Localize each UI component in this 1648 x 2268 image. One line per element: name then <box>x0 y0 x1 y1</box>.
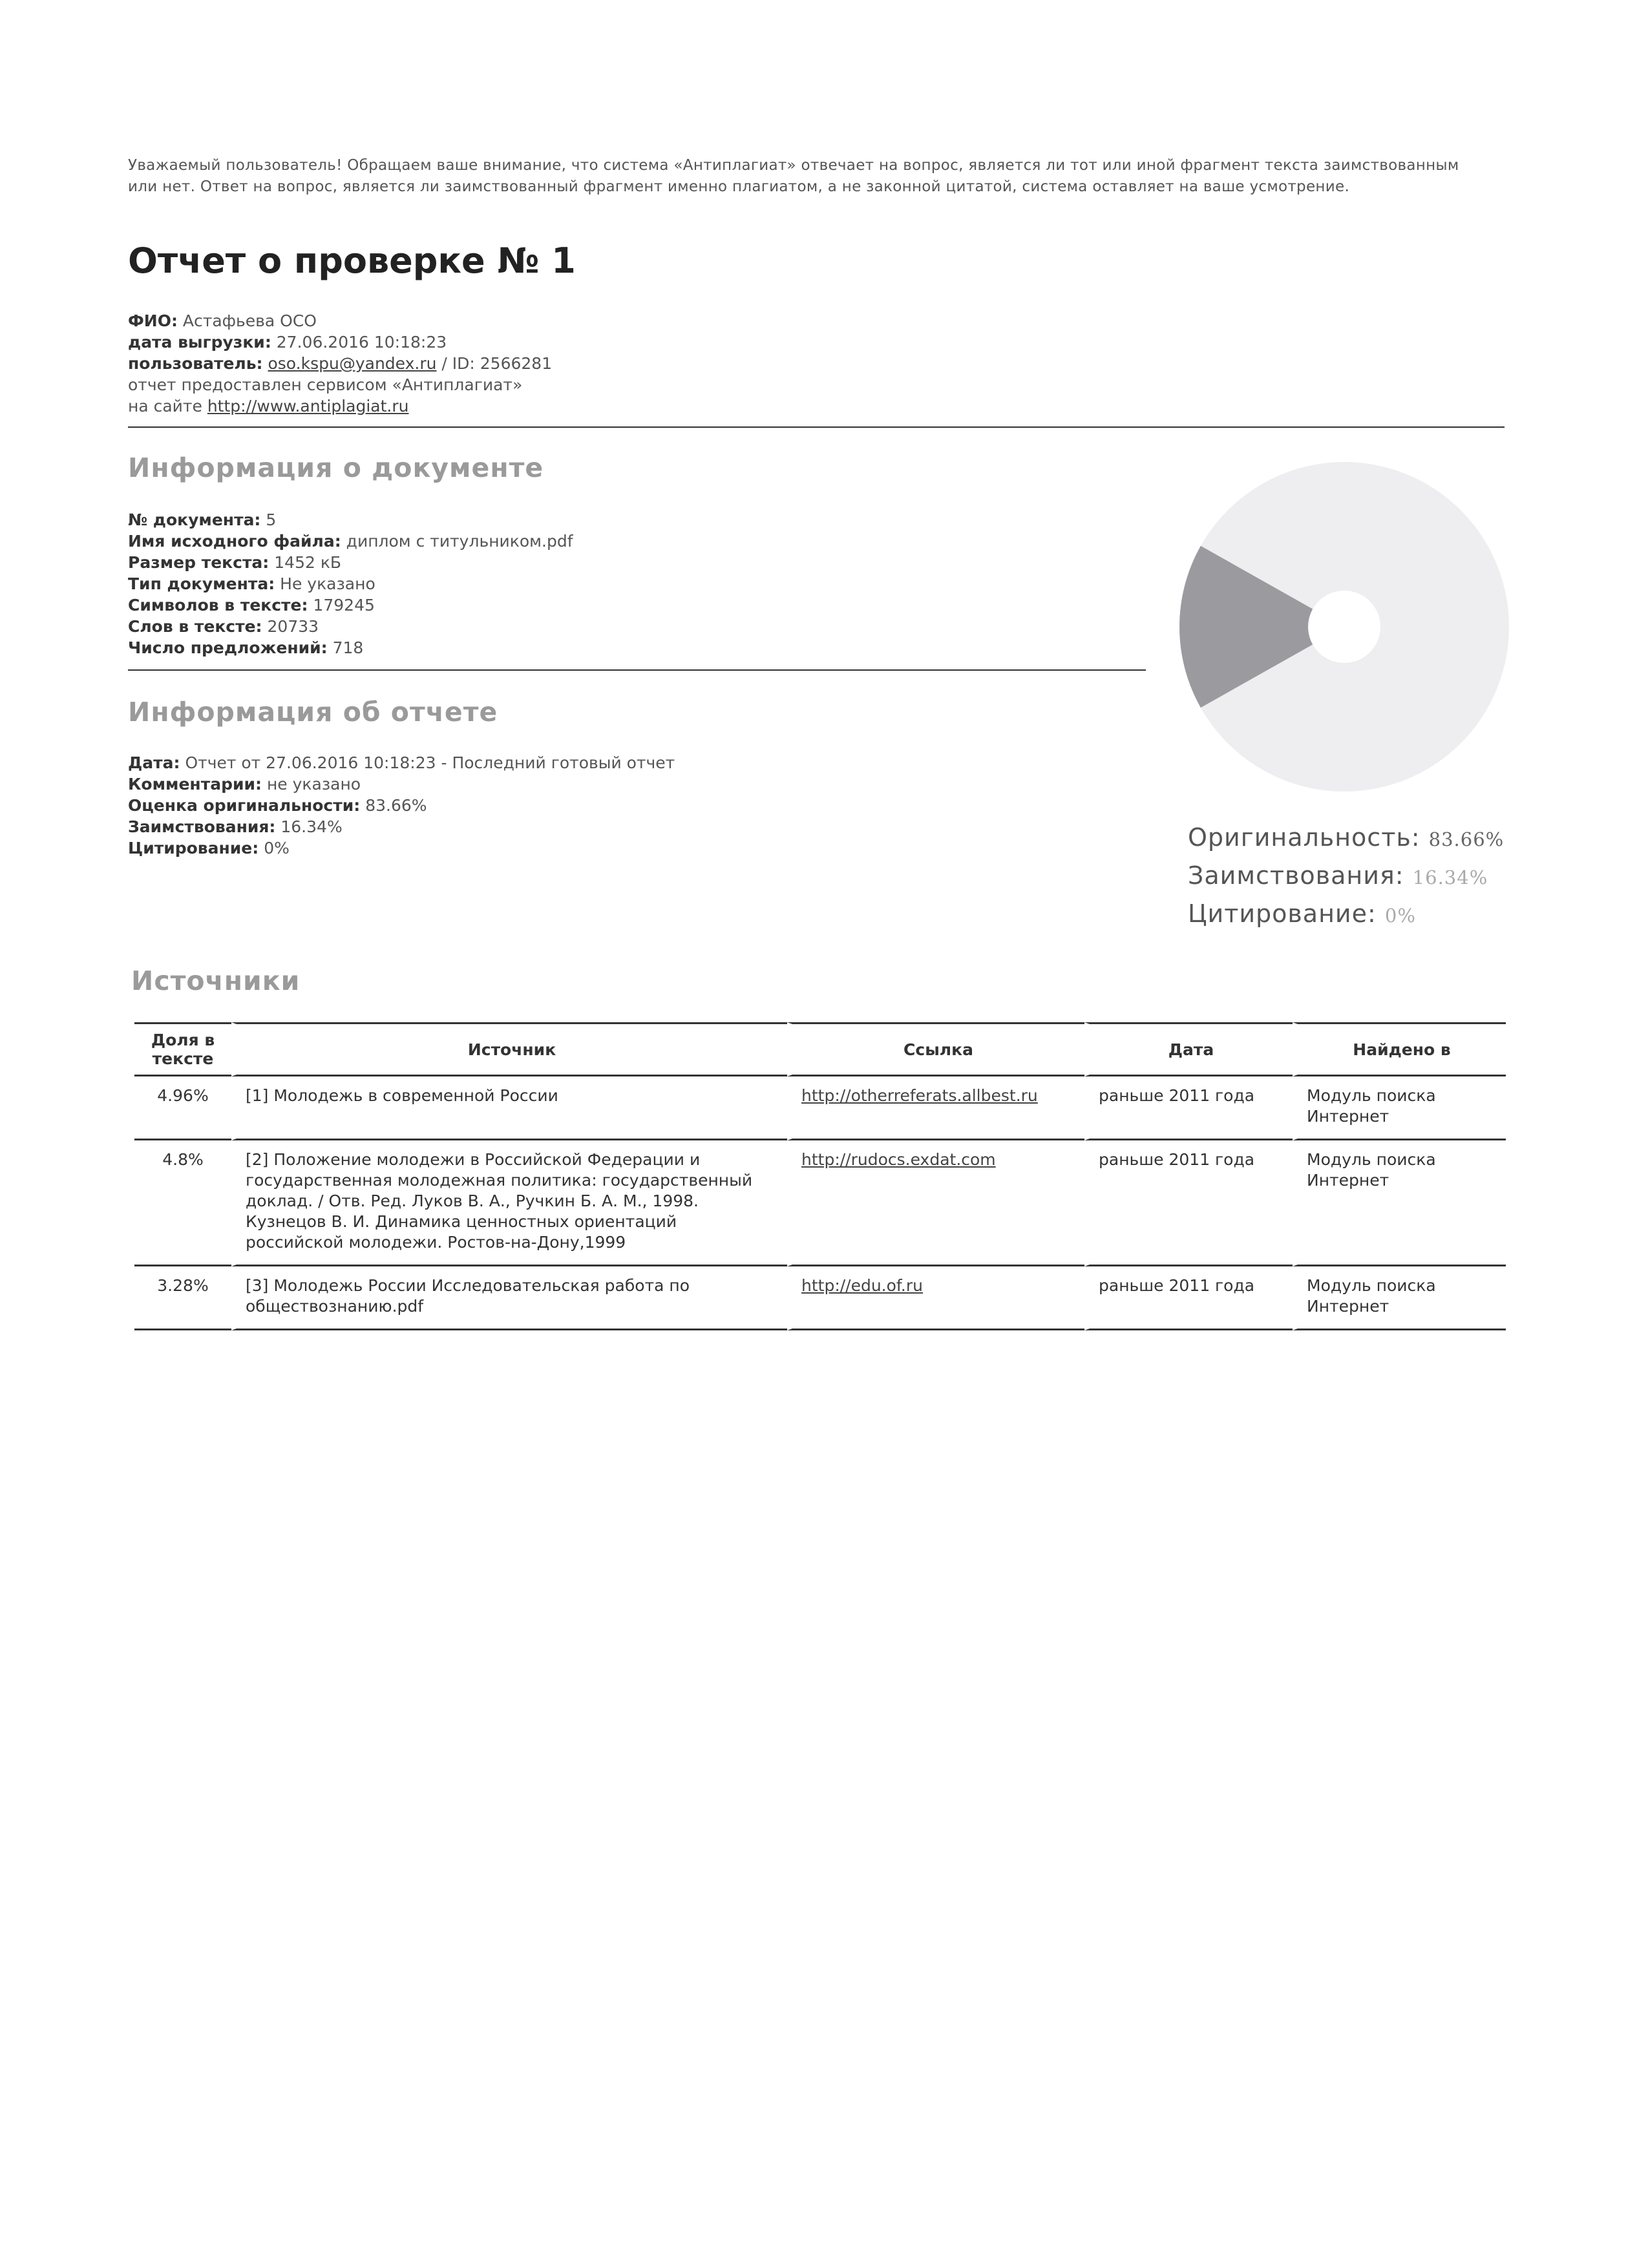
service-line: отчет предоставлен сервисом «Антиплагиат» <box>128 375 523 394</box>
link-cell <box>787 1266 1084 1330</box>
date-cell: раньше 2011 года <box>1084 1266 1293 1330</box>
doc-info-row <box>128 594 573 616</box>
source-cell: [1] Молодежь в современной России <box>231 1076 787 1140</box>
sources-table <box>134 1022 1506 1330</box>
doc-info-label: Символов в тексте: <box>128 596 308 614</box>
col-header-source: Источник <box>231 1022 787 1076</box>
user-label: пользователь: <box>128 354 263 373</box>
legend-borrowings <box>1188 857 1504 896</box>
divider-top <box>128 426 1505 428</box>
report-meta <box>128 310 552 417</box>
doc-info-value: Не указано <box>280 574 375 593</box>
report-info-label: Оценка оригинальности: <box>128 796 361 815</box>
share-cell: 3.28% <box>134 1266 231 1330</box>
doc-info-value: 718 <box>332 638 364 657</box>
user-email-link[interactable]: oso.kspu@yandex.ru <box>268 354 437 373</box>
report-info-label: Комментарии: <box>128 775 262 793</box>
user-row <box>128 353 552 374</box>
site-prefix: на сайте <box>128 397 207 415</box>
table-row <box>134 1266 1506 1330</box>
report-info-heading: Информация об отчете <box>128 697 498 728</box>
legend-originality-label: Оригинальность: <box>1188 823 1421 852</box>
legend-citations-label: Цитирование: <box>1188 899 1377 928</box>
export-date-value: 27.06.2016 10:18:23 <box>276 333 447 352</box>
chart-legend <box>1188 819 1504 934</box>
fio-row <box>128 310 552 331</box>
legend-citations <box>1188 896 1504 934</box>
doc-info-value: 1452 кБ <box>274 553 342 572</box>
source-link[interactable]: http://otherreferats.allbest.ru <box>801 1086 1038 1105</box>
col-header-link: Ссылка <box>787 1022 1084 1076</box>
found-in-cell: Модуль поиска Интернет <box>1293 1076 1506 1140</box>
fio-label: ФИО: <box>128 311 178 330</box>
doc-info-row <box>128 616 573 637</box>
doc-info-row <box>128 637 573 658</box>
site-link[interactable]: http://www.antiplagiat.ru <box>207 397 409 415</box>
report-info-row <box>128 816 675 837</box>
doc-info-value: диплом с титульником.pdf <box>346 532 573 551</box>
pie-center-hole <box>1308 591 1380 663</box>
col-header-found-in: Найдено в <box>1293 1022 1506 1076</box>
report-info-value: 0% <box>264 839 290 857</box>
sources-heading: Источники <box>131 965 301 996</box>
report-info-label: Цитирование: <box>128 839 259 857</box>
report-info-row <box>128 773 675 795</box>
report-info-value: 16.34% <box>280 817 343 836</box>
report-info-row <box>128 795 675 816</box>
source-link[interactable]: http://edu.of.ru <box>801 1276 923 1295</box>
doc-info-row <box>128 509 573 530</box>
doc-info-label: Слов в тексте: <box>128 617 262 636</box>
divider-doc-info <box>128 669 1146 671</box>
doc-info-label: Число предложений: <box>128 638 328 657</box>
fio-value: Астафьева ОСО <box>182 311 317 330</box>
table-row <box>134 1076 1506 1140</box>
date-cell: раньше 2011 года <box>1084 1140 1293 1266</box>
report-info-value: Отчет от 27.06.2016 10:18:23 - Последний готовый отчет <box>185 753 675 772</box>
report-info-row <box>128 752 675 773</box>
doc-info-list <box>128 509 573 658</box>
found-in-cell: Модуль поиска Интернет <box>1293 1140 1506 1266</box>
originality-pie-chart <box>1176 459 1512 795</box>
report-info-row <box>128 837 675 859</box>
col-header-share: Доля в тексте <box>134 1022 231 1076</box>
legend-originality-value: 83.66% <box>1428 828 1505 850</box>
date-cell: раньше 2011 года <box>1084 1076 1293 1140</box>
source-cell: [2] Положение молодежи в Российской Федерации и государственная молодежная политика: государственный доклад. / Отв. Ред. Луков В. А., Ручкин Б. А. М., 1998. Кузнецов В. И. Динамика ценностных ориентаций российской молодежи. Ростов-на-Дону,1999 <box>231 1140 787 1266</box>
doc-info-label: Размер текста: <box>128 553 269 572</box>
table-header-row <box>134 1022 1506 1076</box>
doc-info-value: 5 <box>266 510 277 529</box>
report-info-label: Дата: <box>128 753 180 772</box>
report-info-list <box>128 752 675 859</box>
doc-info-value: 179245 <box>313 596 375 614</box>
doc-info-heading: Информация о документе <box>128 452 544 483</box>
doc-info-label: Имя исходного файла: <box>128 532 341 551</box>
site-row <box>128 395 552 417</box>
doc-info-value: 20733 <box>267 617 319 636</box>
legend-borrowings-value: 16.34% <box>1412 866 1488 888</box>
share-cell: 4.96% <box>134 1076 231 1140</box>
report-info-value: 83.66% <box>365 796 427 815</box>
share-cell: 4.8% <box>134 1140 231 1266</box>
legend-originality <box>1188 819 1504 857</box>
table-row <box>134 1140 1506 1266</box>
doc-info-row <box>128 573 573 594</box>
report-info-value: не указано <box>266 775 361 793</box>
link-cell <box>787 1076 1084 1140</box>
doc-info-label: № документа: <box>128 510 261 529</box>
found-in-cell: Модуль поиска Интернет <box>1293 1266 1506 1330</box>
legend-citations-value: 0% <box>1384 905 1416 927</box>
link-cell <box>787 1140 1084 1266</box>
source-cell: [3] Молодежь России Исследовательская работа по обществознанию.pdf <box>231 1266 787 1330</box>
legend-borrowings-label: Заимствования: <box>1188 861 1404 890</box>
col-header-date: Дата <box>1084 1022 1293 1076</box>
source-link[interactable]: http://rudocs.exdat.com <box>801 1150 996 1169</box>
doc-info-label: Тип документа: <box>128 574 275 593</box>
export-date-label: дата выгрузки: <box>128 333 271 352</box>
page-title: Отчет о проверке № 1 <box>128 240 576 281</box>
doc-info-row <box>128 552 573 573</box>
disclaimer-notice: Уважаемый пользователь! Обращаем ваше внимание, что система «Антиплагиат» отвечает на вопрос, является ли тот или иной фрагмент текста заимствованным или нет. Ответ на вопрос, является ли заимствованный фрагмент именно плагиатом, а не законной цитатой, система оставляет на ваше усмотрение. <box>128 157 1459 195</box>
report-info-label: Заимствования: <box>128 817 276 836</box>
doc-info-row <box>128 530 573 552</box>
export-date-row <box>128 331 552 353</box>
user-id: / ID: 2566281 <box>436 354 553 373</box>
